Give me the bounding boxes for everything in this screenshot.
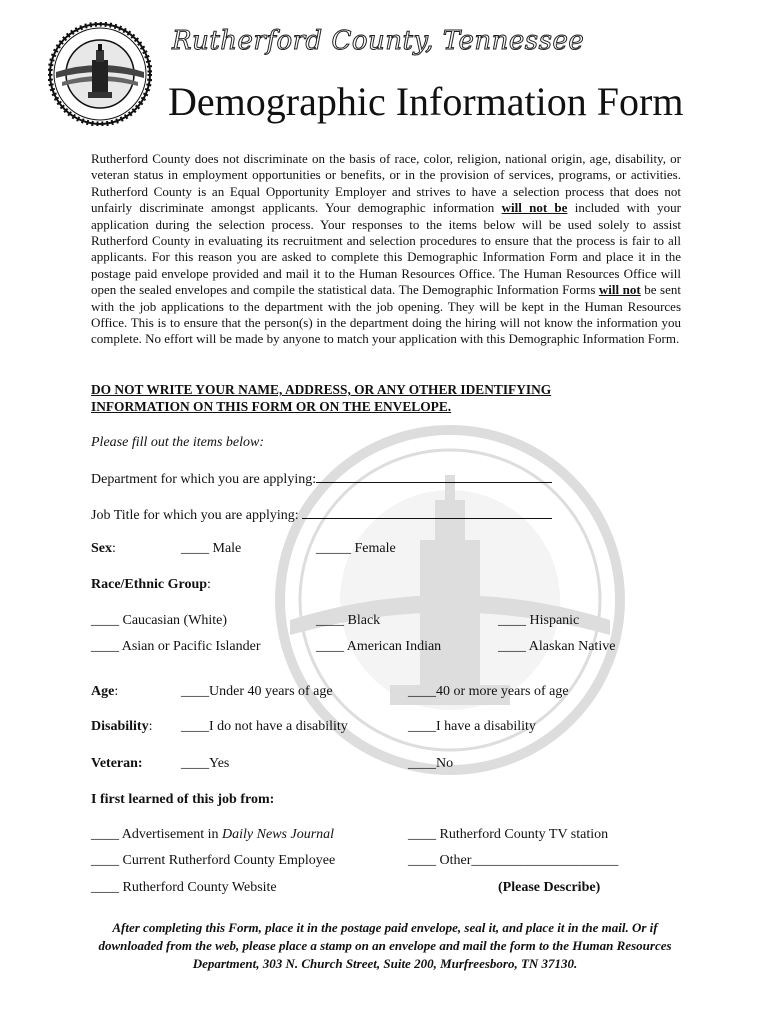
sex-option-male[interactable]: ____ Male — [181, 541, 242, 556]
race-option-alaskan-native[interactable]: ____ Alaskan Native — [498, 639, 616, 654]
disability-label-colon: : — [148, 719, 153, 734]
department-label: Department for which you are applying: — [91, 472, 317, 487]
form-title: Demographic Information Form — [168, 79, 684, 124]
race-label-row — [91, 577, 211, 593]
age-label-colon: : — [114, 684, 119, 699]
county-name: Rutherford County, Tennessee — [172, 26, 585, 56]
source-option-website[interactable]: ____ Rutherford County Website — [91, 880, 277, 895]
source-label: I first learned of this job from: — [91, 792, 275, 807]
sex-option-female[interactable]: _____ Female — [316, 541, 396, 556]
race-option-asian-pacific[interactable]: ____ Asian or Pacific Islander — [91, 639, 261, 654]
warning-notice: DO NOT WRITE YOUR NAME, ADDRESS, OR ANY OTHER IDENTIFYING INFORMATION ON THIS FORM OR ON THE ENVELOPE. — [91, 382, 552, 414]
race-option-caucasian[interactable]: ____ Caucasian (White) — [91, 613, 228, 628]
age-option-40-plus[interactable]: ____40 or more years of age — [408, 684, 569, 699]
please-describe-label: (Please Describe) — [498, 880, 601, 895]
job-title-field[interactable] — [302, 506, 552, 519]
footer-instructions: After completing this Form, place it in the postage paid envelope, seal it, and place it in the mail. Or if downloaded from the web, please place a stamp on an envelope and mail the form to the Human Resources Department, 303 N. Church Street, Suite 200, Murfreesboro, TN 37130. — [98, 920, 672, 971]
race-option-hispanic[interactable]: ____ Hispanic — [498, 613, 580, 628]
disability-option-yes[interactable]: ____I have a disability — [408, 719, 536, 734]
veteran-option-no[interactable]: ____No — [408, 756, 454, 771]
intro-emphasis-will-not: will not — [598, 282, 641, 298]
race-option-american-indian[interactable]: ____ American Indian — [316, 639, 442, 654]
race-option-black[interactable]: ____ Black — [316, 613, 381, 628]
age-label-row — [91, 684, 118, 700]
source-option-advertisement[interactable] — [91, 827, 334, 843]
intro-paragraph — [91, 151, 681, 348]
race-label-colon: : — [207, 577, 211, 592]
intro-text-part1: Rutherford County does not discriminate on the basis of race, color, religion, national origin, age, disability, or veteran status in employment opportunities or benefits, or in the provision of services, programs, or activities. Rutherford County is an Equal Opportunity Employer and strives to have a selection process that does not unfairly discriminate amongst applicants. Your demographic information — [91, 151, 681, 216]
department-row — [91, 470, 552, 488]
sex-label: Sex — [91, 541, 112, 556]
advertisement-prefix: ____ Advertisement in — [91, 827, 223, 842]
sex-label-row — [91, 541, 116, 557]
source-option-employee[interactable]: ____ Current Rutherford County Employee — [91, 853, 336, 868]
county-seal-logo — [48, 22, 152, 126]
department-field[interactable] — [316, 470, 552, 483]
source-option-other[interactable]: ____ Other_____________________ — [408, 853, 619, 868]
job-title-label: Job Title for which you are applying: — [91, 508, 299, 523]
intro-text-part2: included with your application during the selection process. Your responses to the items below will be used solely to assist Rutherford County in evaluating its recruitment and selection procedures to ensure that the process is fair to all applicants. For this reason you are asked to complete this Demographic Information Form and place it in the postage paid envelope provided and mail it to the Human Resources Office. The Human Resources Office will open the sealed envelopes and compile the statistical data. The Demographic Information Forms — [91, 200, 681, 298]
age-label: Age — [91, 684, 115, 699]
instructions: Please fill out the items below: — [91, 435, 265, 450]
disability-label-row — [91, 719, 152, 735]
veteran-option-yes[interactable]: ____Yes — [181, 756, 230, 771]
source-option-tv[interactable]: ____ Rutherford County TV station — [408, 827, 609, 842]
newspaper-name: Daily News Journal — [222, 827, 335, 842]
intro-emphasis-will-not-be: will not be — [501, 200, 568, 216]
disability-option-no[interactable]: ____I do not have a disability — [181, 719, 348, 734]
intro-text-part3: be sent with the job applications to the department with the job opening. They will be kept in the Human Resources Office. This is to ensure that the person(s) in the department doing the hiring will not know the information you complete. No effort will be made by anyone to match your application with this Demographic Information Form. — [91, 282, 681, 347]
job-title-row — [91, 506, 552, 524]
age-option-under-40[interactable]: ____Under 40 years of age — [181, 684, 333, 699]
race-label: Race/Ethnic Group — [91, 577, 208, 592]
veteran-label: Veteran: — [91, 756, 143, 771]
disability-label: Disability — [91, 719, 149, 734]
sex-label-colon: : — [112, 541, 116, 556]
